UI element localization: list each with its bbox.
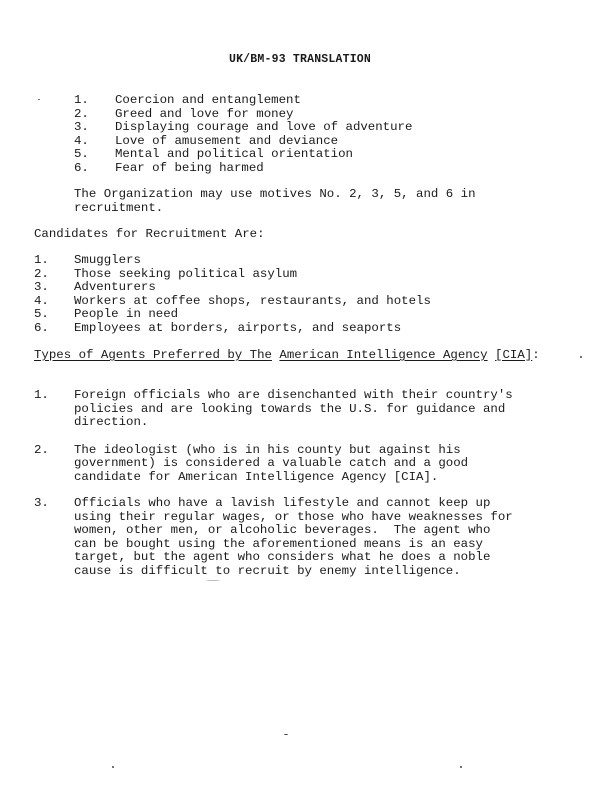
list-item (34, 389, 560, 430)
list-text: Greed and love for money (115, 106, 294, 121)
list-text: Fear of being harmed (115, 160, 264, 175)
list-item (74, 108, 554, 122)
heading-part: [CIA] (495, 348, 533, 362)
list-item (34, 295, 554, 309)
agent-types-heading (34, 349, 554, 363)
list-text: Coercion and entanglement (115, 93, 301, 107)
list-number: 3. (74, 120, 89, 134)
list-text: People in need (74, 307, 179, 321)
list-text: Love of amusement and deviance (115, 133, 339, 148)
list-item (74, 121, 554, 135)
list-item (34, 308, 554, 322)
heading-part: American Intelligence Agency (279, 348, 488, 362)
list-number: 1. (34, 253, 49, 267)
list-text: Displaying courage and love of adventure (115, 120, 413, 134)
list-number: 6. (74, 160, 89, 175)
list-number: 4. (74, 133, 89, 148)
list-item (34, 268, 554, 282)
list-item (34, 254, 554, 268)
list-number: 1. (74, 93, 89, 107)
list-item (34, 322, 554, 336)
scan-speck (206, 580, 220, 581)
agent-type-list (34, 389, 560, 578)
list-item (74, 148, 554, 162)
scan-speck (460, 766, 462, 768)
list-text: Foreign officials who are disenchanted with their country's policies and are looking towards the U.S. for guidance and direction. (74, 388, 513, 429)
list-number: 2. (74, 106, 89, 121)
list-item (74, 162, 554, 176)
list-number: 2. (34, 266, 49, 281)
list-number: 5. (74, 147, 89, 161)
scan-speck (38, 99, 40, 100)
list-number: 3. (34, 496, 49, 510)
motive-note: The Organization may use motives No. 2, 3, 5, and 6 in recruitment. (74, 187, 476, 215)
list-number: 3. (34, 280, 49, 294)
scan-speck (284, 734, 288, 735)
candidate-list (34, 254, 554, 335)
list-item (74, 135, 554, 149)
list-text: Workers at coffee shops, restaurants, and hotels (74, 293, 431, 308)
list-number: 4. (34, 293, 49, 308)
candidates-heading: Candidates for Recruitment Are: (34, 227, 265, 241)
scan-speck (112, 766, 114, 768)
heading-part: Types of Agents Preferred by The (34, 348, 272, 362)
list-text: Officials who have a lavish lifestyle and cannot keep up using their regular wages, or those who have weaknesses for women, other men, or alcoholic beverages. The agent who can be bought using the aforementioned means is an easy target, but the agent who considers what he does a noble cause is difficult to recruit by enemy intelligence. (74, 496, 513, 578)
list-item (34, 497, 560, 578)
list-text: Mental and political orientation (115, 147, 353, 161)
list-number: 5. (34, 307, 49, 321)
list-item (34, 281, 554, 295)
list-item (34, 444, 560, 485)
scan-speck (580, 356, 582, 358)
list-text: Those seeking political asylum (74, 266, 298, 281)
list-text: Employees at borders, airports, and seaports (74, 320, 402, 335)
motive-list (74, 94, 554, 175)
list-number: 6. (34, 320, 49, 335)
list-number: 1. (34, 388, 49, 402)
document-title: UK/BM-93 TRANSLATION (228, 53, 372, 66)
heading-suffix: : (532, 348, 540, 362)
list-text: Smugglers (74, 253, 141, 267)
list-item (74, 94, 554, 108)
list-text: Adventurers (74, 280, 156, 294)
list-text: The ideologist (who is in his county but against his government) is considered a valuable catch and a good candidate for American Intelligence Agency [CIA]. (74, 442, 469, 484)
list-number: 2. (34, 442, 49, 457)
